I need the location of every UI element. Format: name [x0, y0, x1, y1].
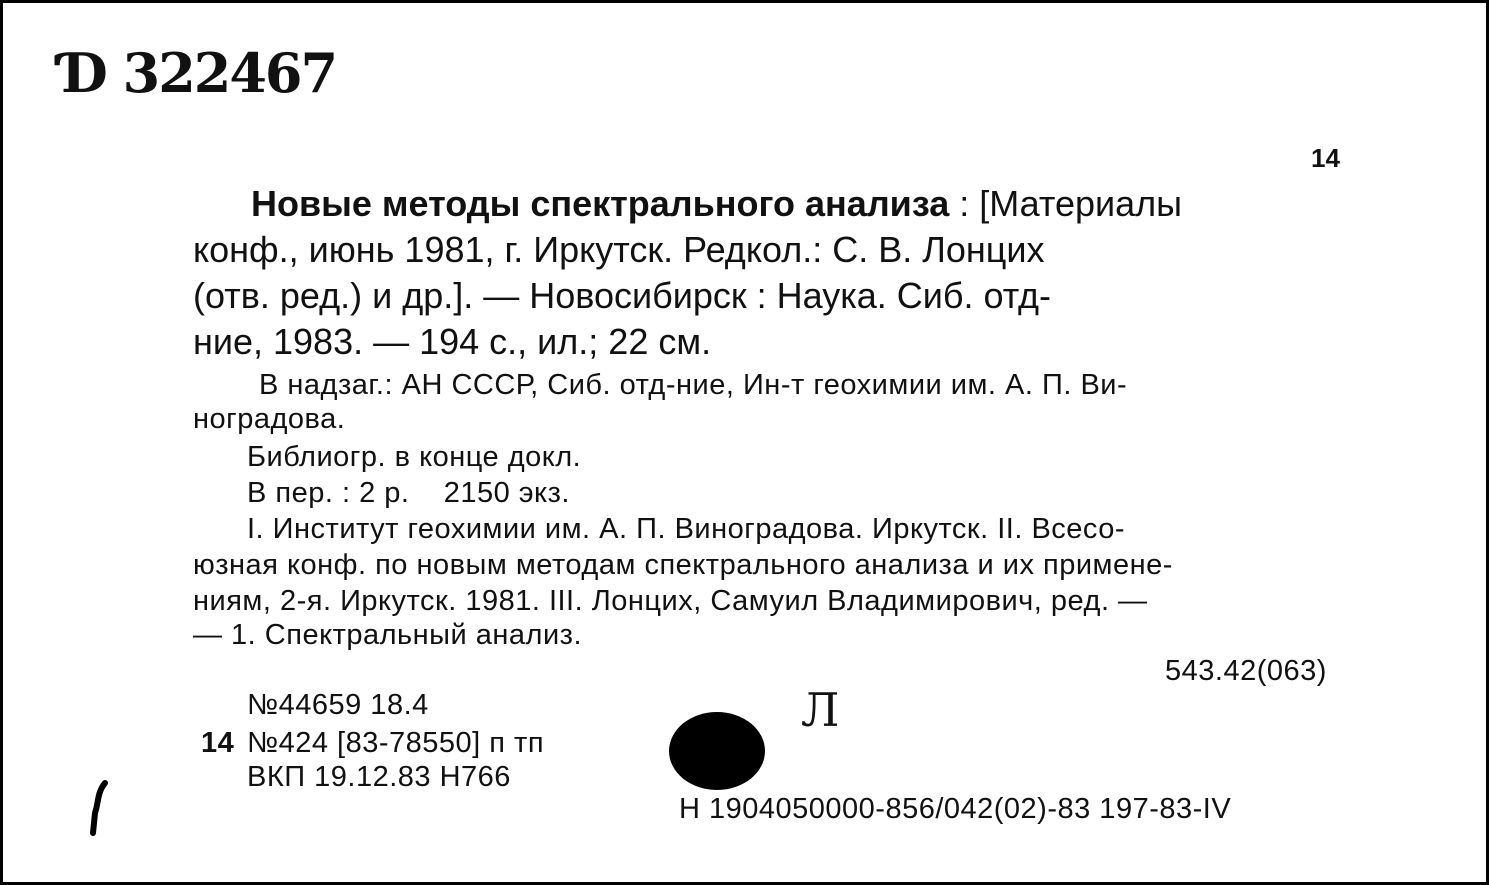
description-line-2: конф., июнь 1981, г. Иркутск. Редкол.: С. В. Лонцих — [193, 229, 1045, 270]
title-bold: Новые методы спектрального анализа — [251, 183, 950, 224]
punch-hole — [669, 712, 765, 790]
title-line-1 — [251, 183, 1182, 225]
order-line-1: №44659 18.4 — [247, 689, 429, 721]
note-header-b: ноградова. — [193, 403, 346, 435]
code-line: Н 1904050000-856/042(02)-83 197-83-IV — [679, 793, 1232, 825]
tracing-line-1: I. Институт геохимии им. А. П. Виноградова. Иркутск. II. Всесо- — [247, 513, 1126, 545]
note-bibliography: Библиогр. в конце докл. — [247, 441, 582, 473]
pencil-mark — [87, 779, 111, 839]
title-rest: : [Материалы — [949, 183, 1183, 224]
note-header-a: В надзаг.: АН СССР, Сиб. отд-ние, Ин-т геохимии им. А. П. Ви- — [259, 369, 1128, 401]
tracing-line-2: юзная конф. по новым методам спектрального анализа и их примене- — [193, 549, 1173, 581]
order-line-2: №424 [83-78550] п тп — [247, 727, 545, 759]
accession-mark: Ɗ 322467 — [61, 41, 337, 105]
corner-number: 14 — [1311, 143, 1340, 173]
order-number-prefix: 14 — [201, 727, 235, 759]
note-price: В пер. : 2 р. 2150 экз. — [247, 477, 570, 509]
tracing-line-3: ниям, 2-я. Иркутск. 1981. III. Лонцих, Самуил Владимирович, ред. — — [193, 585, 1148, 617]
order-line-3: ВКП 19.12.83 Н766 — [247, 761, 511, 793]
tracing-line-4: — 1. Спектральный анализ. — [193, 619, 583, 651]
udc-number: 543.42(063) — [1165, 655, 1327, 687]
letter-mark: Л — [801, 683, 840, 737]
description-line-4: ние, 1983. — 194 с., ил.; 22 см. — [193, 321, 712, 362]
description-line-3: (отв. ред.) и др.]. — Новосибирск : Наука. Сиб. отд- — [193, 275, 1052, 316]
